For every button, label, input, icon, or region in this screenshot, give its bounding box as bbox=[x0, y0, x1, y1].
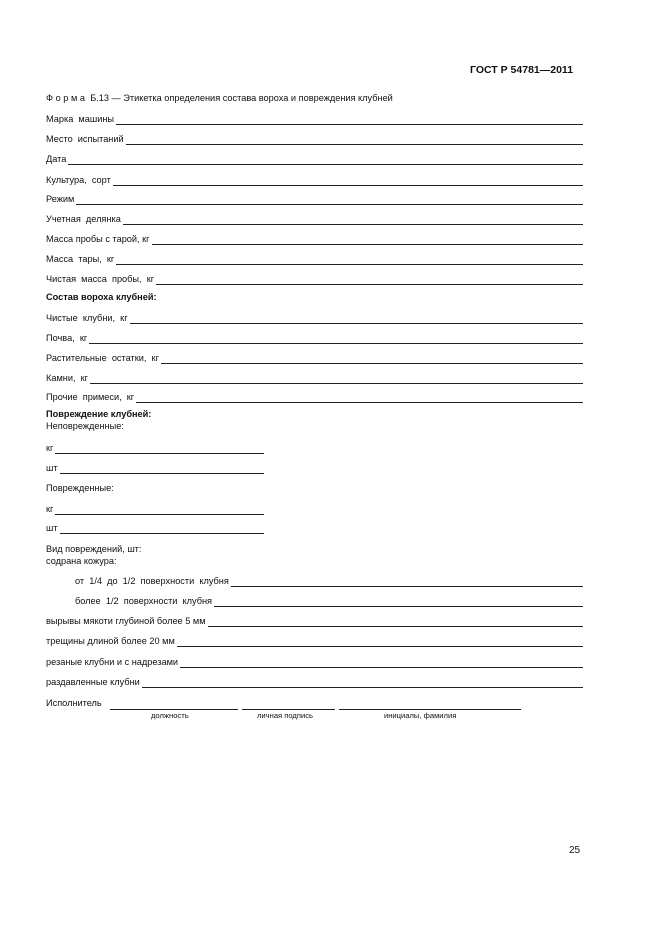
form-title-text: Б.13 — Этикетка определения состава вороха и повреждения клубней bbox=[87, 93, 393, 103]
field-label: Учетная делянка bbox=[46, 214, 121, 224]
field-crushed-tubers[interactable] bbox=[46, 676, 583, 688]
field-cracks[interactable] bbox=[46, 635, 583, 647]
field-plant-residue[interactable] bbox=[46, 352, 583, 364]
field-line[interactable] bbox=[177, 636, 583, 647]
damage-types-label: Вид повреждений, шт: bbox=[46, 544, 142, 554]
form-prefix: Форма bbox=[46, 93, 88, 103]
damage-heading: Повреждение клубней: bbox=[46, 409, 152, 419]
field-line[interactable] bbox=[130, 313, 583, 324]
field-label: кг bbox=[46, 443, 54, 453]
field-label: вырывы мякоти глубиной более 5 мм bbox=[46, 616, 206, 626]
page-number: 25 bbox=[569, 845, 581, 856]
signature-caption: личная подпись bbox=[257, 711, 313, 720]
field-label: более 1/2 поверхности клубня bbox=[75, 596, 213, 606]
field-label: Марка машины bbox=[46, 114, 115, 124]
standard-number: ГОСТ Р 54781—2011 bbox=[470, 64, 574, 76]
field-line[interactable] bbox=[113, 175, 583, 186]
field-undamaged-kg[interactable] bbox=[46, 442, 264, 454]
name-line[interactable] bbox=[339, 708, 521, 710]
field-line[interactable] bbox=[180, 657, 583, 668]
field-line[interactable] bbox=[231, 576, 583, 587]
field-line[interactable] bbox=[55, 443, 264, 454]
field-test-site[interactable] bbox=[46, 133, 583, 145]
field-peel-over-half[interactable] bbox=[75, 595, 583, 607]
field-soil[interactable] bbox=[46, 332, 583, 344]
field-line[interactable] bbox=[116, 114, 583, 125]
field-line[interactable] bbox=[136, 392, 583, 403]
field-line[interactable] bbox=[60, 463, 264, 474]
field-crop-variety[interactable] bbox=[46, 174, 583, 186]
field-mode[interactable] bbox=[46, 193, 583, 205]
field-line[interactable] bbox=[90, 373, 583, 384]
field-other-impurities[interactable] bbox=[46, 391, 583, 403]
field-undamaged-pcs[interactable] bbox=[46, 462, 264, 474]
field-label: раздавленные клубни bbox=[46, 677, 140, 687]
field-tare-mass[interactable] bbox=[46, 253, 583, 265]
composition-heading: Состав вороха клубней: bbox=[46, 292, 157, 302]
field-line[interactable] bbox=[214, 596, 583, 607]
field-line[interactable] bbox=[152, 234, 583, 245]
field-label: трещины длиной более 20 мм bbox=[46, 636, 175, 646]
field-plot[interactable] bbox=[46, 213, 583, 225]
field-net-sample-mass[interactable] bbox=[46, 273, 583, 285]
field-damaged-pcs[interactable] bbox=[46, 522, 264, 534]
field-stones[interactable] bbox=[46, 372, 583, 384]
field-peel-quarter-half[interactable] bbox=[75, 575, 583, 587]
field-label: Чистые клубни, кг bbox=[46, 313, 128, 323]
field-label: Почва, кг bbox=[46, 333, 88, 343]
position-line[interactable] bbox=[110, 708, 238, 710]
field-label: Прочие примеси, кг bbox=[46, 392, 135, 402]
field-label: Масса тары, кг bbox=[46, 254, 115, 264]
field-sample-mass-tare[interactable] bbox=[46, 233, 583, 245]
field-line[interactable] bbox=[123, 214, 583, 225]
field-label: шт bbox=[46, 463, 58, 473]
position-caption: должность bbox=[151, 711, 189, 720]
field-clean-tubers[interactable] bbox=[46, 312, 583, 324]
field-label: от 1/4 до 1/2 поверхности клубня bbox=[75, 576, 229, 586]
field-line[interactable] bbox=[156, 274, 583, 285]
field-line[interactable] bbox=[208, 616, 583, 627]
field-label: Место испытаний bbox=[46, 134, 124, 144]
field-line[interactable] bbox=[142, 677, 583, 688]
form-title bbox=[46, 93, 393, 103]
field-line[interactable] bbox=[55, 504, 264, 515]
field-line[interactable] bbox=[126, 134, 583, 145]
field-label: Культура, сорт bbox=[46, 175, 111, 185]
damaged-label: Поврежденные: bbox=[46, 483, 114, 493]
field-label: резаные клубни и с надрезами bbox=[46, 657, 179, 667]
field-date[interactable] bbox=[46, 153, 583, 165]
field-label: кг bbox=[46, 504, 54, 514]
executor-label: Исполнитель bbox=[46, 698, 102, 708]
field-cut-tubers[interactable] bbox=[46, 656, 583, 668]
field-line[interactable] bbox=[161, 353, 583, 364]
field-line[interactable] bbox=[89, 333, 583, 344]
field-label: Камни, кг bbox=[46, 373, 89, 383]
field-damaged-kg[interactable] bbox=[46, 503, 264, 515]
field-label: Растительные остатки, кг bbox=[46, 353, 159, 363]
field-label: Чистая масса пробы, кг bbox=[46, 274, 155, 284]
name-caption: инициалы, фамилия bbox=[384, 711, 457, 720]
field-line[interactable] bbox=[76, 194, 583, 205]
undamaged-label: Неповрежденные: bbox=[46, 421, 124, 431]
field-line[interactable] bbox=[60, 523, 264, 534]
signature-line[interactable] bbox=[242, 708, 335, 710]
field-line[interactable] bbox=[68, 154, 583, 165]
field-machine-brand[interactable] bbox=[46, 113, 583, 125]
field-flesh-gouges[interactable] bbox=[46, 615, 583, 627]
field-label: Режим bbox=[46, 194, 75, 204]
peel-label: содрана кожура: bbox=[46, 556, 117, 566]
field-label: Дата bbox=[46, 154, 67, 164]
field-label: шт bbox=[46, 523, 58, 533]
field-label: Масса пробы с тарой, кг bbox=[46, 234, 150, 244]
field-line[interactable] bbox=[116, 254, 583, 265]
